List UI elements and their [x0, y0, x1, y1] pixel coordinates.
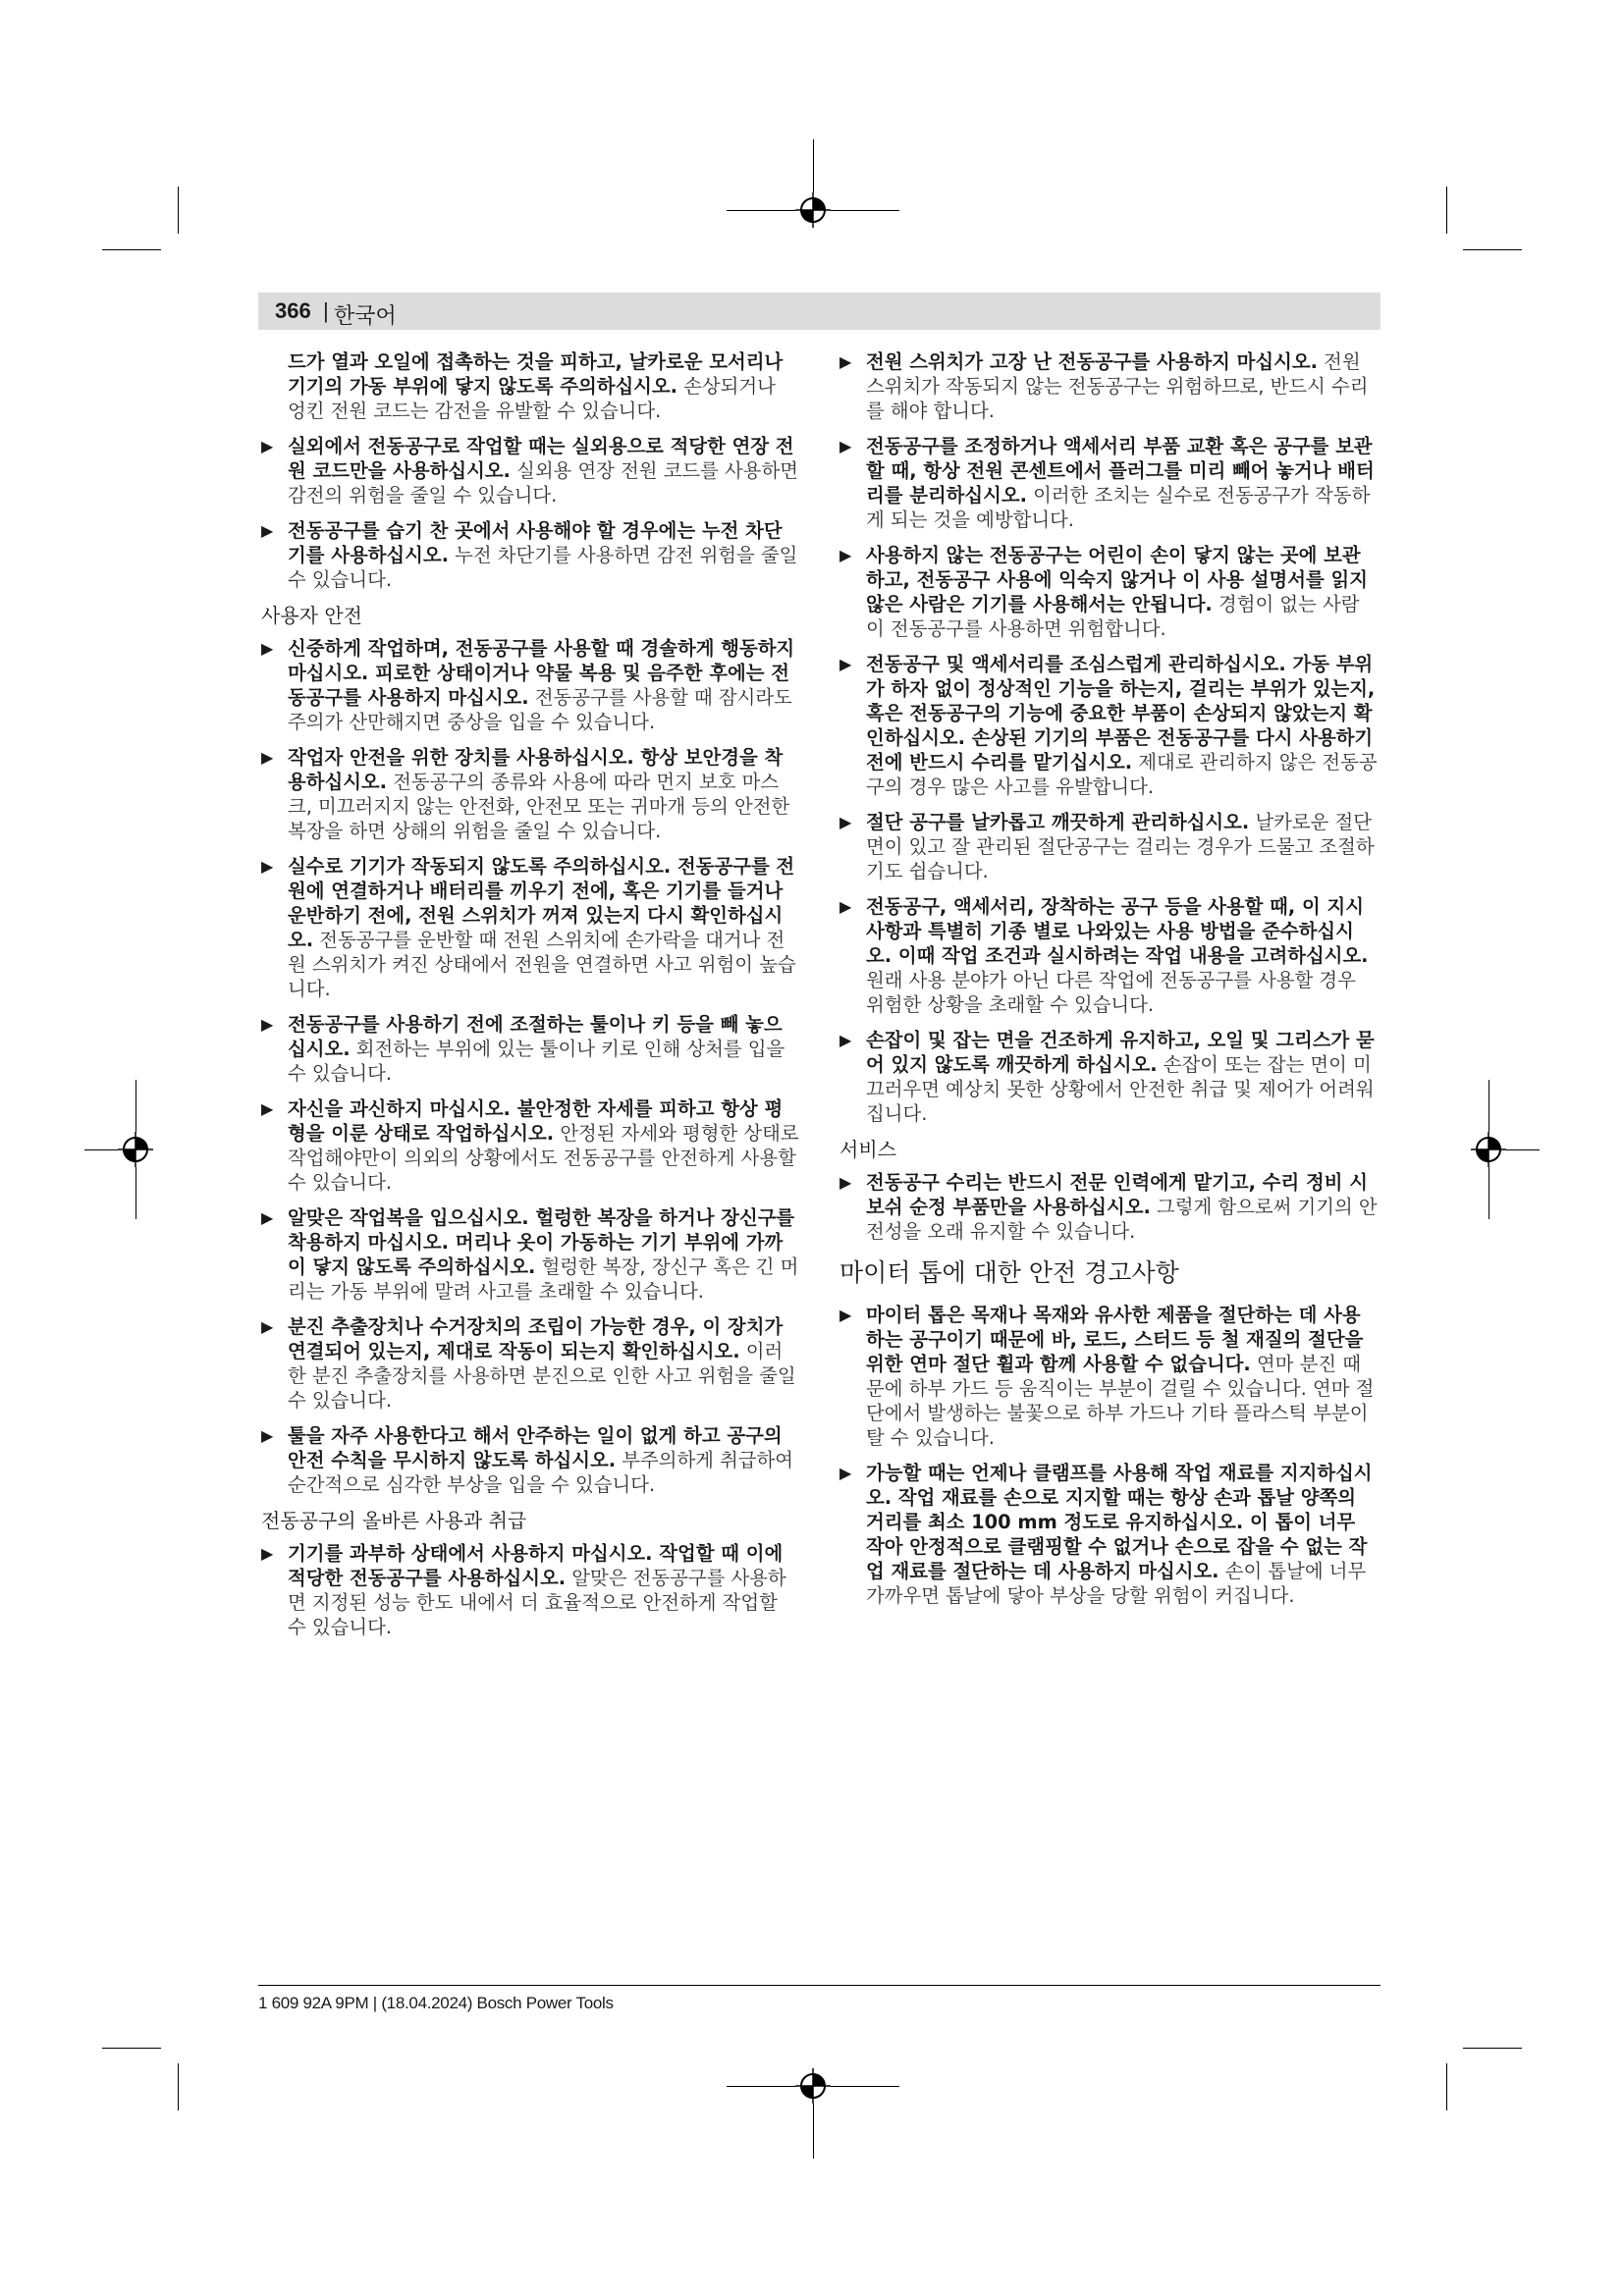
item-bold-text: 절단 공구를 날카롭고 깨끗하게 관리하십시오.: [866, 811, 1250, 833]
item-normal-text: 회전하는 부위에 있는 툴이나 키로 인해 상처를 입을 수 있습니다.: [288, 1038, 785, 1085]
list-item: [261, 1096, 799, 1195]
item-normal-text: 그렇게 함으로써 기기의 안전성을 오래 유지할 수 있습니다.: [866, 1196, 1378, 1243]
header-language: 한국어: [334, 304, 397, 329]
bullet-triangle-icon: ▶: [839, 897, 852, 916]
section-heading: 전동공구의 올바른 사용과 취급: [261, 1509, 527, 1532]
section-heading: 사용자 안전: [261, 604, 362, 627]
item-bold-text: 전원 스위치가 고장 난 전동공구를 사용하지 마십시오.: [866, 350, 1318, 373]
registration-mark-icon: [1471, 1132, 1506, 1167]
bullet-triangle-icon: ▶: [261, 1208, 274, 1227]
right-column: [839, 349, 1378, 1619]
list-item: [839, 894, 1378, 1017]
item-bold-text: 마이터 톱은 목재나 목재와 유사한 제품을 절단하는 데 사용하는 공구이기 때문에 바, 로드, 스터드 등 철 재질의 절단을 위한 연마 절단 휠과 함께 사용할 수 없습니다.: [866, 1304, 1364, 1375]
crop-mark: [178, 187, 179, 234]
item-normal-text: 이러한 분진 추출장치를 사용하면 분진으로 인한 사고 위험을 줄일 수 있습니다.: [288, 1340, 796, 1412]
list-item: [839, 1461, 1378, 1608]
item-bold-text: 사용하지 않는 전동공구는 어린이 손이 닿지 않는 곳에 보관하고, 전동공구 사용에 익숙지 않거나 이 사용 설명서를 읽지 않은 사람은 기기를 사용해서는 안됩니다.: [866, 544, 1368, 615]
bullet-triangle-icon: ▶: [839, 655, 852, 673]
item-bold-text: 가능할 때는 언제나 클램프를 사용해 작업 재료를 지지하십시오. 작업 재료를 손으로 지지할 때는 항상 손과 톱날 양쪽의 거리를 최소 100 mm 정도로 유지하십시오. 이 톱이 너무 작아 안정적으로 클램핑할 수 없거나 손으로 잡을 수 없는 작업 재료를 절단하는 데 사용하지 마십시오.: [866, 1462, 1373, 1582]
bullet-triangle-icon: ▶: [261, 857, 274, 876]
item-normal-text: 알맞은 전동공구를 사용하면 지정된 성능 한도 내에서 더 효율적으로 안전하게 작업할 수 있습니다.: [288, 1567, 786, 1638]
crop-mark: [1446, 2063, 1447, 2110]
item-bold-text: 전동공구 수리는 반드시 전문 인력에게 맡기고, 수리 정비 시 보쉬 순정 부품만을 사용하십시오.: [866, 1171, 1368, 1218]
item-normal-text: 손상되거나 엉킨 전원 코드는 감전을 유발할 수 있습니다.: [288, 375, 776, 422]
item-bold-text: 자신을 과신하지 마십시오. 불안정한 자세를 피하고 항상 평형을 이룬 상태로 작업하십시오.: [288, 1097, 784, 1145]
item-normal-text: 연마 분진 때문에 하부 가드 등 움직이는 부분이 걸릴 수 있습니다. 연마 절단에서 발생하는 불꽃으로 하부 가드나 기타 플라스틱 부분이 탈 수 있습니다.: [866, 1353, 1375, 1449]
bullet-triangle-icon: ▶: [839, 437, 852, 455]
bullet-triangle-icon: ▶: [261, 1426, 274, 1445]
footer-divider: [258, 1985, 1380, 1986]
item-normal-text: 손잡이 또는 잡는 면이 미끄러우면 예상치 못한 상황에서 안전한 취급 및 제어가 어려워집니다.: [866, 1053, 1375, 1125]
crop-mark: [102, 249, 161, 250]
item-bold-text: 전동공구 및 액세서리를 조심스럽게 관리하십시오. 가동 부위가 하자 없이 정상적인 기능을 하는지, 걸리는 부위가 있는지, 혹은 전동공구의 기능에 중요한 부품이 손상되지 않았는지 확인하십시오. 손상된 기기의 부품은 전동공구를 다시 사용하기 전에 반드시 수리를 맡기십시오.: [866, 653, 1376, 774]
bullet-triangle-icon: ▶: [261, 521, 274, 540]
list-item: [261, 434, 799, 507]
list-item: [261, 1314, 799, 1413]
header-separator: |: [323, 298, 329, 323]
item-normal-text: 실외용 연장 전원 코드를 사용하면 감전의 위험을 줄일 수 있습니다.: [288, 459, 798, 507]
item-normal-text: 제대로 관리하지 않은 전동공구의 경우 많은 사고를 유발합니다.: [866, 751, 1378, 798]
item-normal-text: 전동공구의 종류와 사용에 따라 먼지 보호 마스크, 미끄러지지 않는 안전화, 안전모 또는 귀마개 등의 안전한 복장을 하면 상해의 위험을 줄일 수 있습니다.: [288, 771, 790, 842]
bullet-triangle-icon: ▶: [839, 1173, 852, 1192]
item-normal-text: 안정된 자세와 평형한 상태로 작업해야만이 의외의 상황에서도 전동공구를 안전하게 사용할 수 있습니다.: [288, 1122, 799, 1194]
item-bold-text: 전동공구, 액세서리, 장착하는 공구 등을 사용할 때, 이 지시 사항과 특별히 기종 별로 나와있는 사용 방법을 준수하십시오. 이때 작업 조건과 실시하려는 작업 내용을 고려하십시오.: [866, 895, 1369, 967]
registration-mark-icon: [795, 2068, 831, 2104]
crop-mark: [1463, 2048, 1522, 2049]
list-item: [261, 349, 799, 423]
crop-mark: [135, 1167, 136, 1219]
list-item: [261, 1423, 799, 1497]
item-bold-text: 신중하게 작업하며, 전동공구를 사용할 때 경솔하게 행동하지 마십시오. 피로한 상태이거나 약물 복용 및 음주한 후에는 전동공구를 사용하지 마십시오.: [288, 637, 795, 709]
section-title: 마이터 톱에 대한 안전 경고사항: [839, 1258, 1179, 1287]
item-normal-text: 경험이 없는 사람이 전동공구를 사용하면 위험합니다.: [866, 593, 1360, 640]
item-bold-text: 전동공구를 조정하거나 액세서리 부품 교환 혹은 공구를 보관할 때, 항상 전원 콘센트에서 플러그를 미리 빼어 놓거나 배터리를 분리하십시오.: [866, 435, 1375, 507]
item-normal-text: 누전 차단기를 사용하면 감전 위험을 줄일 수 있습니다.: [288, 544, 798, 591]
crop-mark: [813, 2104, 814, 2159]
list-item: [261, 1012, 799, 1086]
crop-mark: [1506, 1149, 1540, 1150]
left-column: [261, 349, 799, 1650]
list-item: [261, 1541, 799, 1639]
item-normal-text: 전원 스위치가 작동되지 않는 전동공구는 위험하므로, 반드시 수리를 해야 합니다.: [866, 350, 1369, 422]
item-normal-text: 날카로운 절단면이 있고 잘 관리된 절단공구는 걸리는 경우가 드물고 조절하기도 쉽습니다.: [866, 811, 1375, 882]
bullet-triangle-icon: ▶: [261, 1015, 274, 1034]
crop-mark: [178, 2063, 179, 2110]
footer-text: 1 609 92A 9PM | (18.04.2024) Bosch Power Tools: [258, 1994, 614, 2012]
item-bold-text: 전동공구를 습기 찬 곳에서 사용해야 할 경우에는 누전 차단기를 사용하십시오.: [288, 519, 783, 566]
bullet-triangle-icon: ▶: [261, 1099, 274, 1118]
bullet-triangle-icon: ▶: [839, 1306, 852, 1324]
list-item: [261, 745, 799, 843]
crop-mark: [1446, 187, 1447, 234]
list-item: [839, 652, 1378, 799]
crop-mark: [831, 2086, 899, 2087]
bullet-triangle-icon: ▶: [839, 546, 852, 564]
list-item: [261, 854, 799, 1001]
list-item: [839, 810, 1378, 883]
item-normal-text: 헐렁한 복장, 장신구 혹은 긴 머리는 가동 부위에 말려 사고를 초래할 수 있습니다.: [288, 1255, 799, 1303]
item-bold-text: 작업자 안전을 위한 장치를 사용하십시오. 항상 보안경을 착용하십시오.: [288, 746, 784, 793]
page-header: [258, 293, 1380, 330]
item-normal-text: 부주의하게 취급하여 순간적으로 심각한 부상을 입을 수 있습니다.: [288, 1449, 793, 1496]
item-normal-text: 원래 사용 분야가 아닌 다른 작업에 전동공구를 사용할 경우 위험한 상황을 초래할 수 있습니다.: [866, 969, 1356, 1016]
bullet-triangle-icon: ▶: [261, 1544, 274, 1563]
list-item: [261, 1205, 799, 1304]
bullet-triangle-icon: ▶: [261, 1317, 274, 1336]
bullet-triangle-icon: ▶: [261, 437, 274, 455]
crop-mark: [1463, 249, 1522, 250]
item-bold-text: 기기를 과부하 상태에서 사용하지 마십시오. 작업할 때 이에 적당한 전동공구를 사용하십시오.: [288, 1542, 784, 1589]
list-item: [261, 636, 799, 734]
bullet-triangle-icon: ▶: [839, 1464, 852, 1482]
item-normal-text: 이러한 조치는 실수로 전동공구가 작동하게 되는 것을 예방합니다.: [866, 484, 1371, 531]
crop-mark: [84, 1149, 118, 1150]
item-bold-text: 실외에서 전동공구로 작업할 때는 실외용으로 적당한 연장 전원 코드만을 사용하십시오.: [288, 435, 794, 482]
list-item: [261, 518, 799, 592]
list-item: [839, 543, 1378, 641]
crop-mark: [727, 2086, 795, 2087]
crop-mark: [135, 1080, 136, 1132]
section-heading: 서비스: [839, 1138, 896, 1161]
item-bold-text: 전동공구를 사용하기 전에 조절하는 툴이나 키 등을 빼 놓으십시오.: [288, 1013, 783, 1060]
bullet-triangle-icon: ▶: [839, 813, 852, 831]
item-normal-text: 손이 톱날에 너무 가까우면 톱날에 닿아 부상을 당할 위험이 커집니다.: [866, 1560, 1367, 1607]
list-item: [839, 1028, 1378, 1126]
registration-mark-icon: [118, 1132, 153, 1167]
crop-mark: [831, 210, 899, 211]
item-normal-text: 전동공구를 사용할 때 잠시라도 주의가 산만해지면 중상을 입을 수 있습니다.: [288, 686, 792, 733]
crop-mark: [813, 139, 814, 192]
list-item: [839, 1303, 1378, 1450]
item-bold-text: 실수로 기기가 작동되지 않도록 주의하십시오. 전동공구를 전원에 연결하거나 배터리를 끼우기 전에, 혹은 기기를 들거나 운반하기 전에, 전원 스위치가 꺼져 있는지 다시 확인하십시오.: [288, 855, 795, 951]
item-bold-text: 툴을 자주 사용한다고 해서 안주하는 일이 없게 하고 공구의 안전 수칙을 무시하지 않도록 하십시오.: [288, 1424, 783, 1471]
bullet-triangle-icon: ▶: [839, 1031, 852, 1049]
item-bold-text: 손잡이 및 잡는 면을 건조하게 유지하고, 오일 및 그리스가 묻어 있지 않도록 깨끗하게 하십시오.: [866, 1029, 1375, 1076]
item-bold-text: 분진 추출장치나 수거장치의 조립이 가능한 경우, 이 장치가 연결되어 있는지, 제대로 작동이 되는지 확인하십시오.: [288, 1315, 784, 1362]
item-normal-text: 전동공구를 운반할 때 전원 스위치에 손가락을 대거나 전원 스위치가 켜진 상태에서 전원을 연결하면 사고 위험이 높습니다.: [288, 929, 796, 1000]
crop-mark: [727, 210, 795, 211]
list-item: [839, 1170, 1378, 1244]
bullet-triangle-icon: ▶: [261, 639, 274, 658]
page-number: 366: [275, 298, 311, 323]
bullet-triangle-icon: ▶: [839, 352, 852, 371]
list-item: [839, 434, 1378, 532]
item-bold-text: 드가 열과 오일에 접촉하는 것을 피하고, 날카로운 모서리나 기기의 가동 부위에 닿지 않도록 주의하십시오.: [288, 350, 784, 398]
list-item: [839, 349, 1378, 423]
registration-mark-icon: [795, 192, 831, 228]
item-bold-text: 알맞은 작업복을 입으십시오. 헐렁한 복장을 하거나 장신구를 착용하지 마십시오. 머리나 옷이 가동하는 기기 부위에 가까이 닿지 않도록 주의하십시오.: [288, 1206, 795, 1278]
crop-mark: [102, 2048, 161, 2049]
bullet-triangle-icon: ▶: [261, 748, 274, 767]
